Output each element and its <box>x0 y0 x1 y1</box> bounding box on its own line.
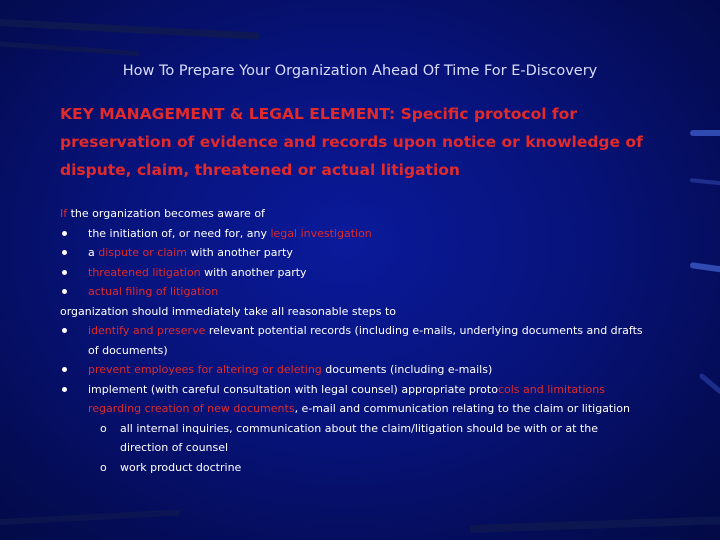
intro-line: If the organization becomes aware of <box>60 207 265 220</box>
sub-bullet-marker: o <box>100 421 107 435</box>
decorative-streak <box>690 130 720 136</box>
bullet-item: prevent employees for altering or deleting documents (including e-mails) <box>60 360 690 380</box>
sub-bullet-marker: o <box>100 460 107 474</box>
decorative-streak <box>690 178 720 186</box>
transition-line: organization should immediately take all reasonable steps to <box>60 304 396 318</box>
decorative-streak <box>698 373 720 396</box>
decorative-streak <box>0 510 180 526</box>
bullet-item: actual filing of litigation <box>60 282 690 302</box>
heading-line: KEY MANAGEMENT & LEGAL ELEMENT: Specific protocol for <box>60 105 577 123</box>
sub-bullet-continuation: direction of counsel <box>120 441 229 454</box>
bullet-item: a dispute or claim with another party <box>60 243 690 263</box>
decorative-streak <box>470 516 720 533</box>
slide-body <box>60 204 690 477</box>
heading-line: preservation of evidence and records upon notice or knowledge of <box>60 133 643 151</box>
sub-bullet-item: o work product doctrine <box>60 458 690 478</box>
bullet-item: implement (with careful consultation with legal counsel) appropriate protocols and limitations <box>60 380 690 400</box>
sub-bullet-item: o all internal inquiries, communication about the claim/litigation should be with or at the <box>60 419 690 439</box>
heading-line: dispute, claim, threatened or actual litigation <box>60 161 460 179</box>
bullet-item: identify and preserve relevant potential records (including e-mails, underlying documents and drafts <box>60 321 690 341</box>
decorative-streak <box>690 262 720 274</box>
bullet-item: the initiation of, or need for, any legal investigation <box>60 224 690 244</box>
decorative-streak <box>0 18 260 40</box>
bullet-item: threatened litigation with another party <box>60 263 690 283</box>
slide-title: How To Prepare Your Organization Ahead Of Time For E-Discovery <box>122 63 598 79</box>
slide-heading <box>60 100 650 184</box>
bullet-continuation: of documents) <box>88 343 168 357</box>
bullet-continuation: regarding creation of new documents, e-mail and communication relating to the claim or litigation <box>88 402 631 415</box>
decorative-streak <box>0 40 140 56</box>
